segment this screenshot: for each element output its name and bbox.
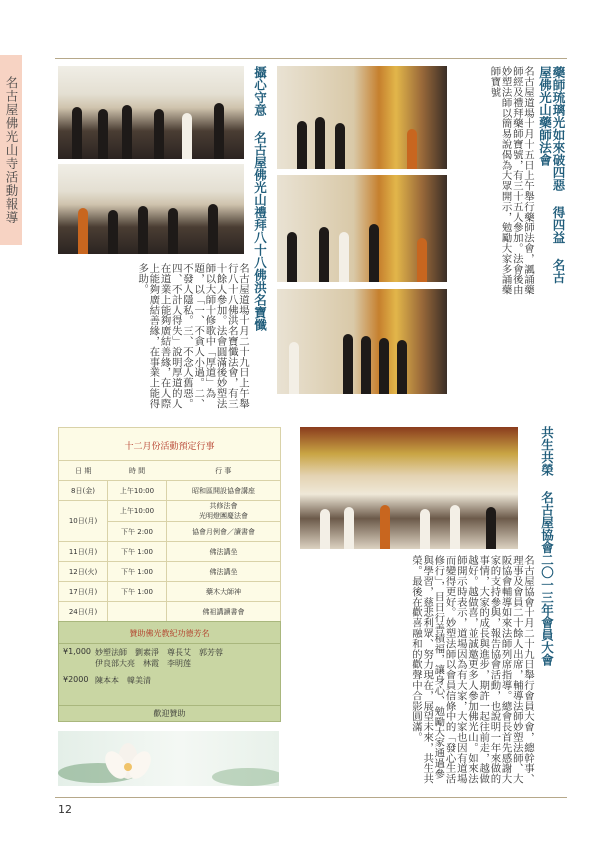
article3-body: 名古屋協會十月二十九日舉行會員大會，總幹事、理事及會員二十餘人出席，輔導法師妙塑法師、大阪協會輔導如來法師列席指導。總會長首先感謝大家的支持參與，報告協會活動，也說明一年來做的事情，大家的成長與進步，期許一起往前走，越做越好。越做喜，並誠邀更多人參加佛光山。如來法師開示時表示，道場因為有大家，大家也因有道場而變得更好。妙塑法師以會員信條中的「發心生活修行」，目日行善積福，讓身心、勉勵大家通過參與學習，慈悲利眾、努力現在，展望未來，共生共榮。最後在歡喜融和的歡聲中合影圓滿。: [409, 555, 534, 784]
top-rule: [55, 58, 567, 59]
donor-list: [58, 621, 281, 722]
bottom-rule: [55, 797, 567, 798]
lotus-icon: [58, 731, 279, 786]
article1-title: 藥師琉璃光如來破四惡 得四益 名古屋佛光山藥師法會: [537, 66, 566, 284]
schedule-table: [59, 460, 280, 621]
col-time: 時 間: [108, 461, 167, 481]
table-row: 24日(月) 佛祖講讀書會: [59, 602, 280, 622]
photo-dharma-service-1: [277, 66, 447, 169]
table-row: 10日(月) 上午10:00 共修法會 光明燈團慶法會: [59, 501, 280, 522]
article3-title: 共生共榮 名古屋協會二〇一三年會員大會: [539, 426, 555, 666]
photo-dharma-service-2: [277, 175, 447, 282]
article1-body: 名古屋道場十月十五日上午舉行藥師法會，諷誦藥師經及禮拜藥師寶號，有三十五人參加。法會後由妙塑法師以簡易說偈為大眾開示，勉勵大家多誦藥師寶號: [488, 66, 534, 295]
donor-row: ¥1,000 妙塑法師 劉素淨 尊長艾 郭芳蓉 伊良部大亮 林霞 李明莲: [63, 647, 223, 668]
schedule-header: [59, 461, 280, 481]
photo-member-meeting: [300, 427, 518, 549]
col-event: 行 事: [167, 461, 281, 481]
lotus-illustration: [58, 731, 279, 786]
photo-repentance-1: [58, 66, 244, 159]
table-row: 11日(月) 下午 1:00 佛法講坐: [59, 542, 280, 562]
december-schedule: [58, 427, 281, 622]
table-row: 8日(金) 上午10:00 昭和區開設協會講座: [59, 481, 280, 501]
donor-thanks: 歡迎贊助: [59, 705, 280, 721]
donor-title: 贊助佛光教紀功德芳名: [59, 622, 280, 644]
page-number: 12: [58, 803, 72, 816]
donor-row: ¥2000 陳本本 韓美清: [63, 675, 151, 685]
table-row: 下午 2:00 協會月例會／讀書會: [59, 522, 280, 542]
table-row: 17日(月) 下午 1:00 藥木大師神: [59, 582, 280, 602]
table-row: 12日(火) 下午 1:00 佛法講坐: [59, 562, 280, 582]
article2-body: 名古屋道場十月二十九日上午舉行八十八佛洪名寶懺法會，有三十餘人參加。法會圓滿後妙塑法師以大師十修歌中「厚道」為題，以「一、不貪人小過。二、不發人隱私。三、不念人舊惡。四、不計人得失」說明厚道的人在道業上能夠廣結善緣，在人際上能夠廣結善緣，在事業上能得多助。: [136, 263, 249, 409]
section-tab: 名古屋佛光山寺活動報導: [0, 55, 22, 245]
photo-repentance-2: [58, 164, 244, 254]
article2-title: 攝心守意 名古屋佛光山禮拜八十八佛洪名寶懺: [252, 66, 268, 331]
photo-dharma-service-3: [277, 289, 447, 394]
col-date: 日 期: [59, 461, 108, 481]
schedule-title: 十二月份活動預定行事: [124, 442, 215, 452]
